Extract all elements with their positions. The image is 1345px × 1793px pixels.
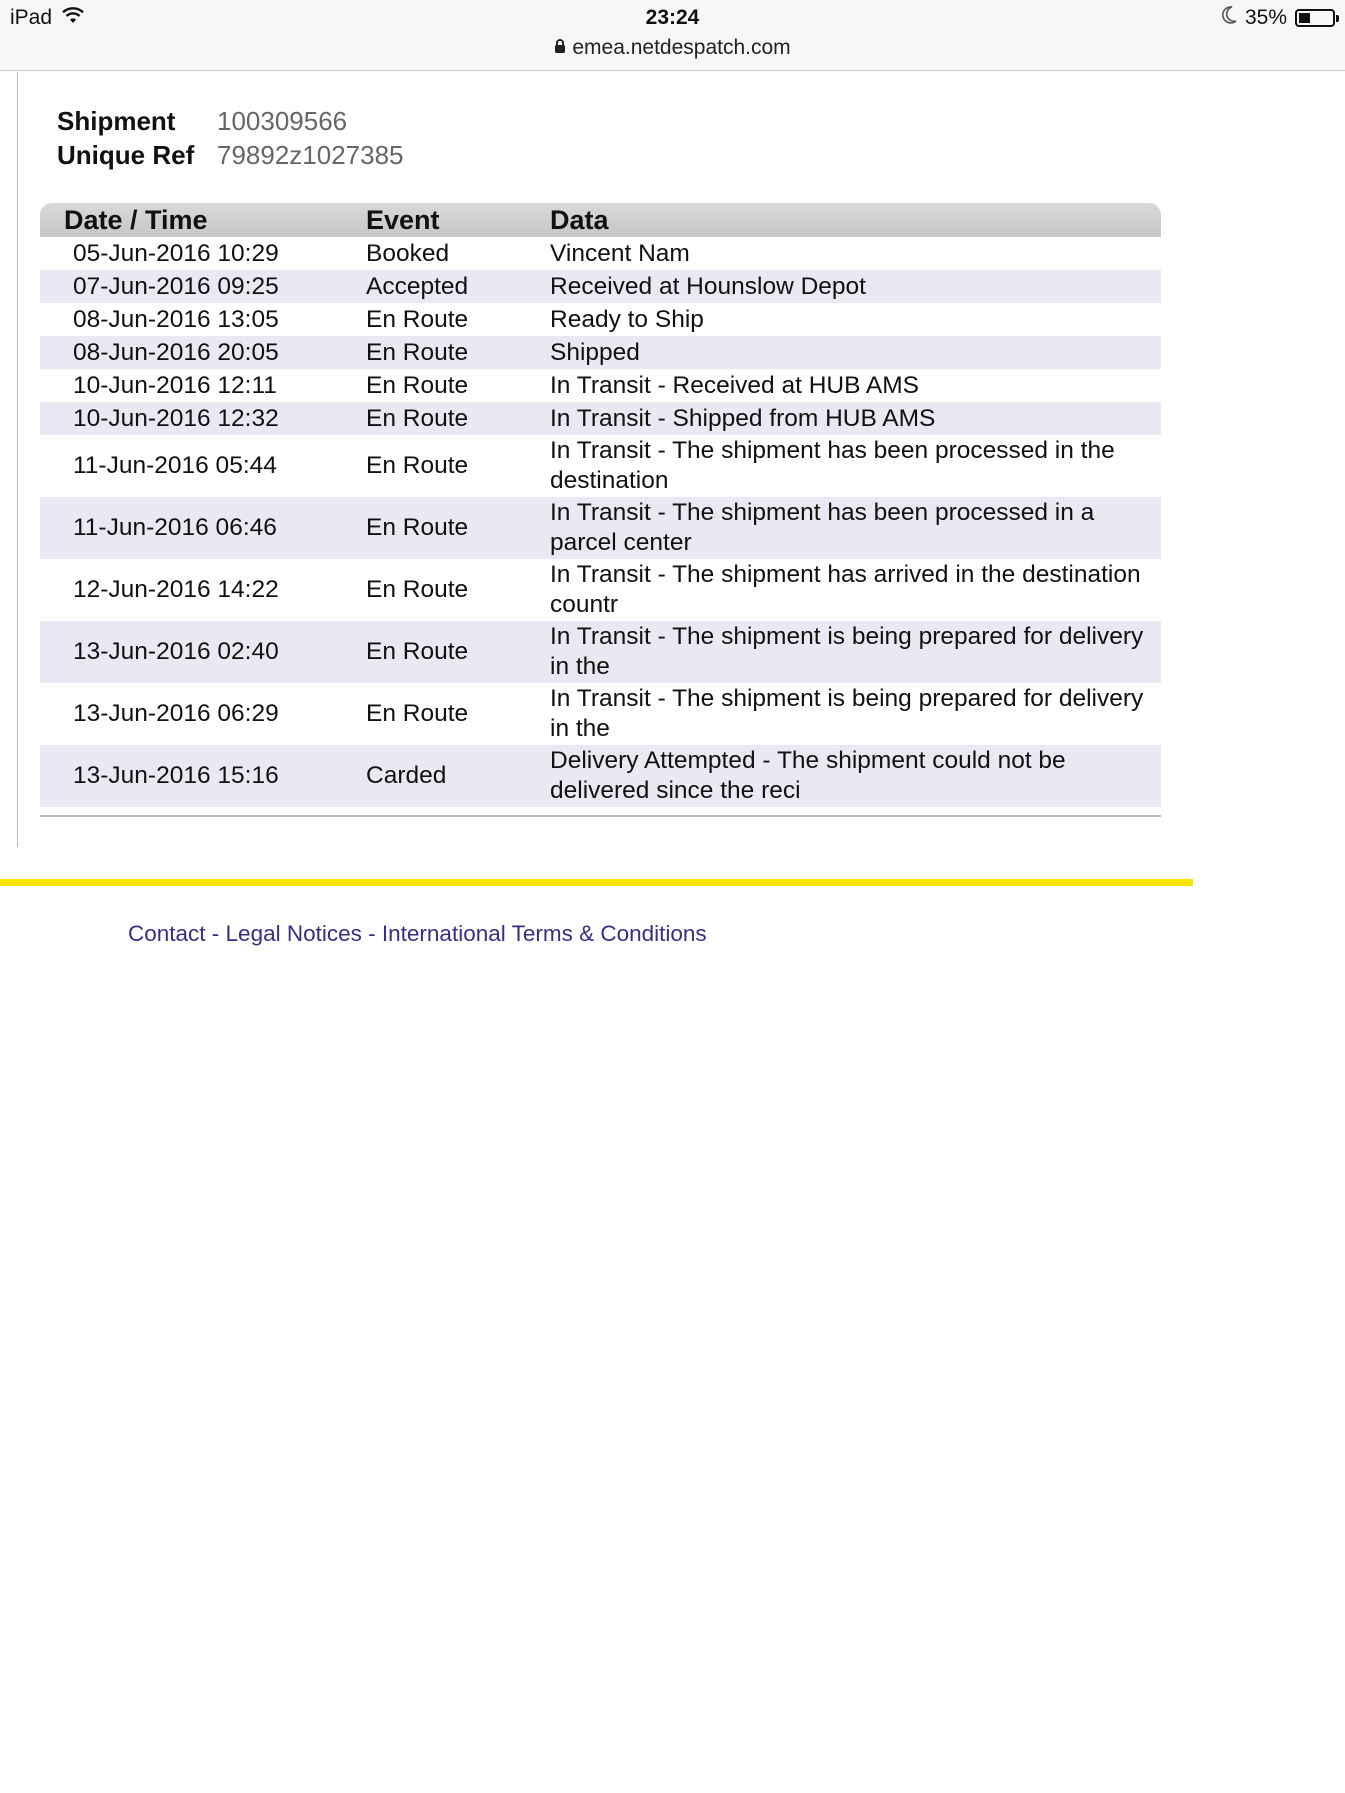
table-row — [40, 435, 1161, 497]
page-left-border — [17, 72, 18, 847]
lock-icon — [554, 36, 566, 60]
cell-date: 05-Jun-2016 10:29 — [73, 239, 279, 267]
table-row — [40, 270, 1161, 303]
footer-separator: - — [205, 921, 226, 946]
table-row — [40, 336, 1161, 369]
shipment-info — [57, 104, 404, 172]
header-data: Data — [550, 203, 1161, 237]
cell-date: 13-Jun-2016 06:29 — [73, 700, 279, 727]
footer-links — [128, 921, 707, 947]
url-text: emea.netdespatch.com — [572, 36, 791, 59]
tracking-table — [40, 203, 1161, 807]
cell-data: In Transit - The shipment has been processed in the destination — [550, 437, 1115, 494]
unique-ref-value: 79892z1027385 — [217, 140, 404, 170]
unique-ref-label: Unique Ref — [57, 140, 195, 170]
cell-event: En Route — [366, 305, 469, 333]
table-row — [40, 237, 1161, 270]
moon-icon — [1221, 6, 1237, 30]
cell-event: Accepted — [366, 270, 550, 303]
table-row — [40, 402, 1161, 435]
battery-fill — [1299, 13, 1310, 23]
cell-data: Ready to Ship — [550, 305, 704, 333]
status-bar — [0, 0, 1345, 71]
status-right — [1221, 6, 1335, 30]
cell-date: 08-Jun-2016 20:05 — [40, 336, 366, 369]
shipment-row — [57, 104, 404, 138]
cell-date: 11-Jun-2016 06:46 — [40, 497, 366, 559]
table-header-row — [40, 203, 1161, 237]
cell-event: En Route — [366, 336, 550, 369]
device-name: iPad — [10, 6, 53, 29]
cell-data: Received at Hounslow Depot — [550, 270, 1161, 303]
table-bottom-divider — [40, 815, 1161, 817]
header-date-time: Date / Time — [40, 203, 366, 237]
cell-event: Booked — [366, 239, 450, 267]
cell-date: 08-Jun-2016 13:05 — [73, 305, 279, 333]
clock: 23:24 — [645, 6, 700, 29]
tracking-table-container — [40, 203, 1161, 817]
cell-event: Carded — [366, 745, 550, 807]
cell-data: In Transit - The shipment has arrived in the destination countr — [550, 561, 1141, 618]
cell-date: 07-Jun-2016 09:25 — [40, 270, 366, 303]
cell-date: 12-Jun-2016 14:22 — [73, 576, 279, 603]
cell-event: En Route — [366, 371, 469, 399]
table-row — [40, 497, 1161, 559]
cell-event: En Route — [366, 576, 469, 603]
cell-data: In Transit - The shipment is being prepared for delivery in the — [550, 621, 1161, 683]
cell-date: 13-Jun-2016 02:40 — [40, 621, 366, 683]
cell-event: En Route — [366, 621, 550, 683]
cell-data: Shipped — [550, 336, 1161, 369]
table-row — [40, 559, 1161, 621]
cell-event: En Route — [366, 497, 550, 559]
contact-link[interactable]: Contact — [128, 921, 206, 946]
footer-separator: - — [361, 921, 382, 946]
cell-date: 10-Jun-2016 12:32 — [40, 402, 366, 435]
table-row — [40, 683, 1161, 745]
cell-data: In Transit - Received at HUB AMS — [550, 371, 919, 399]
cell-data: In Transit - The shipment is being prepared for delivery in the — [550, 685, 1144, 742]
table-row — [40, 369, 1161, 402]
unique-ref-row — [57, 138, 404, 172]
cell-data: In Transit - Shipped from HUB AMS — [550, 402, 1161, 435]
terms-conditions-link[interactable]: International Terms & Conditions — [381, 921, 707, 946]
table-row — [40, 745, 1161, 807]
cell-data: In Transit - The shipment has been processed in a parcel center — [550, 497, 1161, 559]
cell-event: En Route — [366, 402, 550, 435]
cell-date: 13-Jun-2016 15:16 — [40, 745, 366, 807]
shipment-number: 100309566 — [217, 106, 348, 136]
cell-data: Vincent Nam — [550, 239, 690, 267]
cell-event: En Route — [366, 700, 469, 727]
battery-icon — [1295, 9, 1335, 27]
table-row — [40, 303, 1161, 336]
cell-date: 11-Jun-2016 05:44 — [73, 452, 277, 479]
shipment-label: Shipment — [57, 106, 176, 136]
header-event: Event — [366, 203, 550, 237]
battery-percent: 35% — [1244, 6, 1287, 29]
table-row — [40, 621, 1161, 683]
legal-notices-link[interactable]: Legal Notices — [225, 921, 362, 946]
cell-data: Delivery Attempted - The shipment could not be delivered since the reci — [550, 745, 1161, 807]
footer-accent-bar — [0, 879, 1193, 886]
address-bar[interactable] — [0, 36, 1345, 60]
cell-date: 10-Jun-2016 12:11 — [73, 371, 277, 399]
cell-event: En Route — [366, 452, 469, 479]
